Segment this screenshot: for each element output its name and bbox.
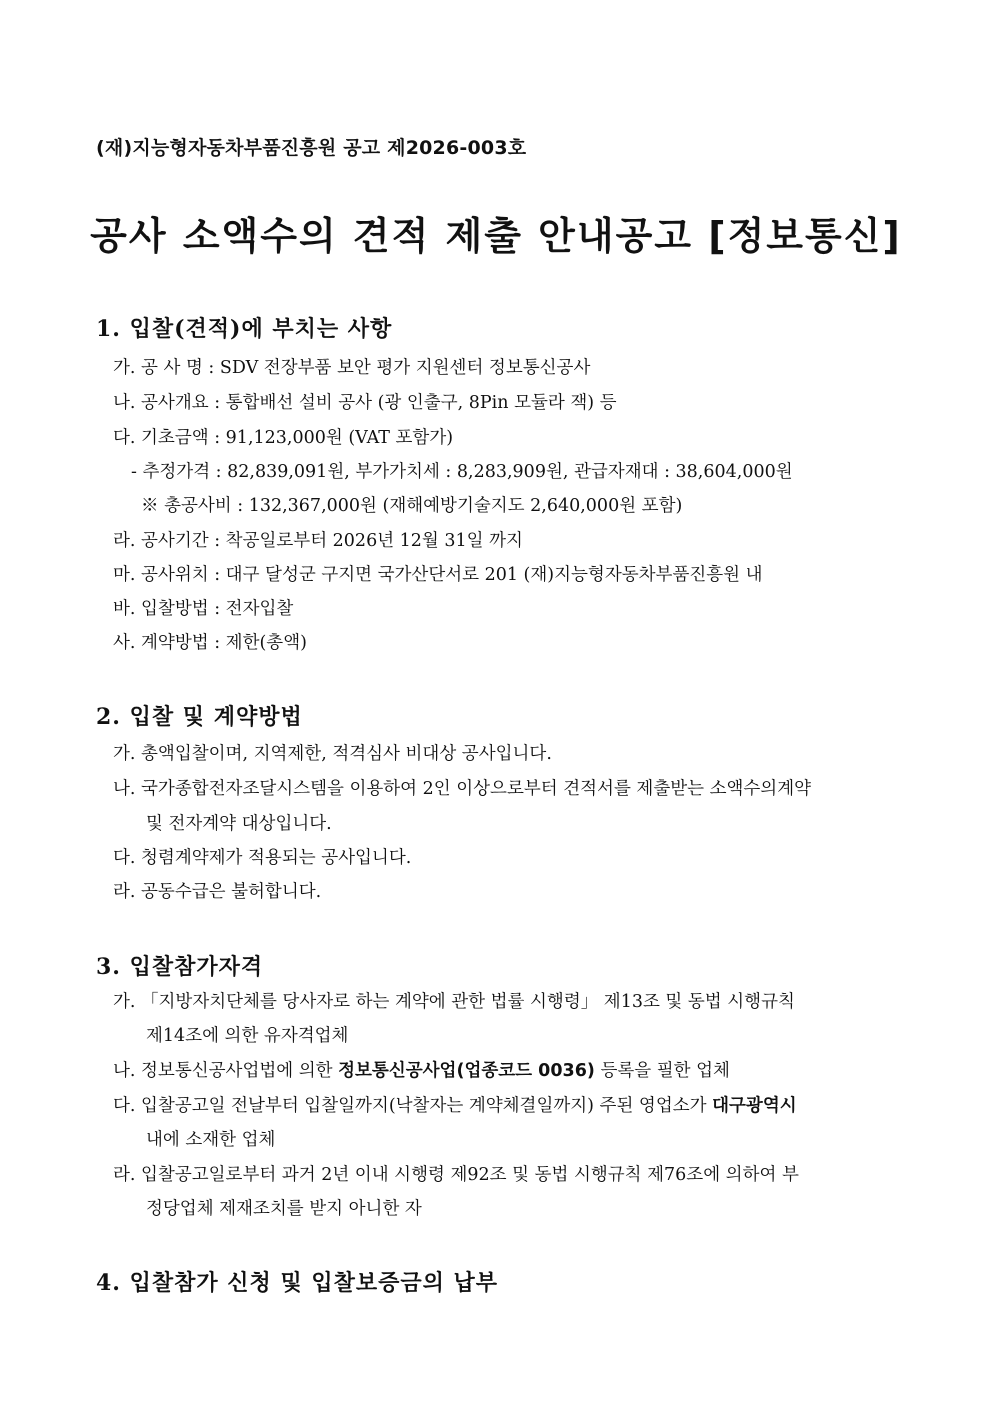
section-1-item-bid-method: 바. 입찰방법 : 전자입찰 bbox=[113, 599, 294, 619]
document-title: 공사 소액수의 견적 제출 안내공고 [정보통신] bbox=[90, 214, 902, 258]
section-3-item-b-suffix: 등록을 필한 업체 bbox=[594, 1061, 730, 1081]
section-2-item-b: 나. 국가종합전자조달시스템을 이용하여 2인 이상으로부터 견적서를 제출받는 소액수의계약 bbox=[113, 779, 812, 799]
section-2-item-a: 가. 총액입찰이며, 지역제한, 적격심사 비대상 공사입니다. bbox=[113, 744, 552, 764]
section-1-item-overview: 나. 공사개요 : 통합배선 설비 공사 (광 인출구, 8Pin 모듈라 잭) 등 bbox=[113, 393, 617, 413]
section-3-item-a-continued: 제14조에 의한 유자격업체 bbox=[146, 1026, 349, 1046]
section-3-heading: 3. 입찰참가자격 bbox=[96, 954, 264, 980]
section-1-item-base-amount: 다. 기초금액 : 91,123,000원 (VAT 포함가) bbox=[113, 428, 454, 448]
notice-number: (재)지능형자동차부품진흥원 공고 제2026-003호 bbox=[96, 137, 527, 159]
section-3-item-c-continued: 내에 소재한 업체 bbox=[146, 1130, 276, 1150]
section-1-item-total-cost: ※ 총공사비 : 132,367,000원 (재해예방기술지도 2,640,000원 포함) bbox=[141, 496, 683, 516]
section-1-item-project-name: 가. 공 사 명 : SDV 전장부품 보안 평가 지원센터 정보통신공사 bbox=[113, 358, 591, 378]
section-3-item-d: 라. 입찰공고일로부터 과거 2년 이내 시행령 제92조 및 동법 시행규칙 제76조에 의하여 부 bbox=[113, 1165, 799, 1185]
section-1-item-estimated-price: - 추정가격 : 82,839,091원, 부가가치세 : 8,283,909원, 관급자재대 : 38,604,000원 bbox=[131, 462, 793, 482]
section-3-item-b bbox=[113, 1059, 730, 1083]
section-2-item-b-continued: 및 전자계약 대상입니다. bbox=[146, 814, 332, 834]
section-3-item-d-continued: 정당업체 제재조치를 받지 아니한 자 bbox=[146, 1199, 422, 1219]
section-1-item-period: 라. 공사기간 : 착공일로부터 2026년 12월 31일 까지 bbox=[113, 531, 523, 551]
section-3-item-c-region: 대구광역시 bbox=[712, 1096, 797, 1116]
section-2-item-c: 다. 청렴계약제가 적용되는 공사입니다. bbox=[113, 848, 412, 868]
section-3-item-a: 가. 「지방자치단체를 당사자로 하는 계약에 관한 법률 시행령」 제13조 및 동법 시행규칙 bbox=[113, 992, 795, 1012]
section-1-item-contract-method: 사. 계약방법 : 제한(총액) bbox=[113, 633, 307, 653]
section-3-item-c-text: 다. 입찰공고일 전날부터 입찰일까지(낙찰자는 계약체결일까지) 주된 영업소가 bbox=[113, 1096, 713, 1116]
section-1-heading: 1. 입찰(견적)에 부치는 사항 bbox=[96, 316, 393, 342]
section-3-item-c bbox=[113, 1094, 797, 1118]
section-3-item-b-text: 나. 정보통신공사업법에 의한 bbox=[113, 1061, 339, 1081]
section-3-item-b-license: 정보통신공사업(업종코드 0036) bbox=[338, 1061, 595, 1081]
section-2-heading: 2. 입찰 및 계약방법 bbox=[96, 704, 303, 730]
section-2-item-d: 라. 공동수급은 불허합니다. bbox=[113, 882, 322, 902]
section-1-item-location: 마. 공사위치 : 대구 달성군 구지면 국가산단서로 201 (재)지능형자동차부품진흥원 내 bbox=[113, 565, 763, 585]
section-4-heading: 4. 입찰참가 신청 및 입찰보증금의 납부 bbox=[96, 1270, 499, 1296]
